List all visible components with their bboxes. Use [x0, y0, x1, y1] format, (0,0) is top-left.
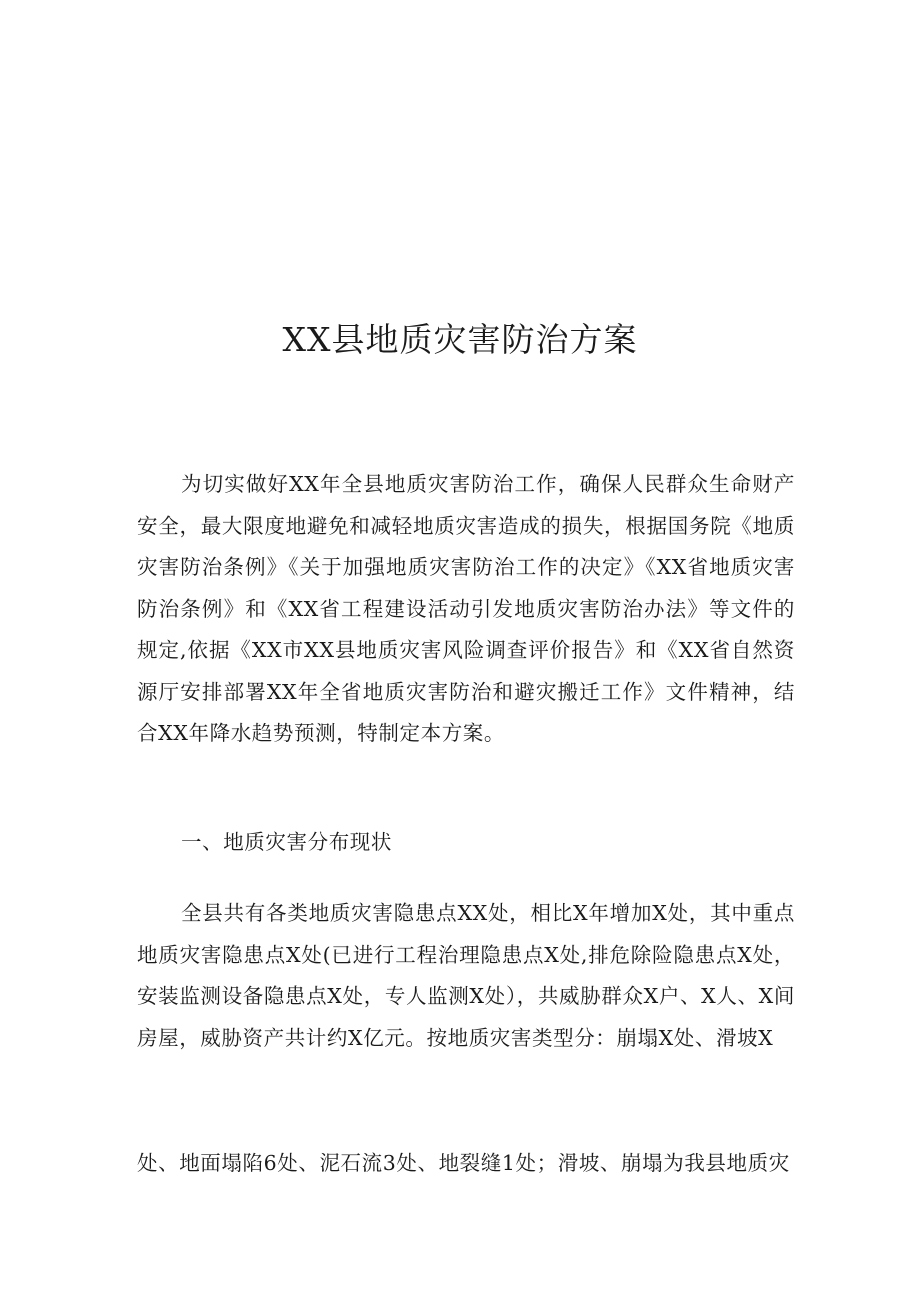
document-title: XX县地质灾害防治方案: [282, 320, 638, 359]
section-1-heading: 一、地质灾害分布现状: [181, 830, 392, 854]
section-1-continued-text: 处、地面塌陷6处、泥石流3处、地裂缝1处；滑坡、崩塌为我县地质灾: [137, 1151, 790, 1175]
intro-paragraph: 为切实做好XX年全县地质灾害防治工作，确保人民群众生命财产安全，最大限度地避免和减轻地质灾害造成的损失，根据国务院《地质灾害防治条例》《关于加强地质灾害防治工作的决定》《XX省地质灾害防治条例》和《XX省工程建设活动引发地质灾害防治办法》等文件的规定,依据《XX市XX县地质灾害风险调查评价报告》和《XX省自然资源厅安排部署XX年全省地质灾害防治和避灾搬迁工作》文件精神，结合XX年降水趋势预测，特制定本方案。: [137, 472, 795, 745]
section-1-paragraph: 全县共有各类地质灾害隐患点XX处，相比X年增加X处，其中重点地质灾害隐患点X处(已进行工程治理隐患点X处,排危除险隐患点X处，安装监测设备隐患点X处，专人监测X处），共威胁群众X户、X人、X间房屋，威胁资产共计约X亿元。按地质灾害类型分：崩塌X处、滑坡X: [137, 901, 795, 1050]
